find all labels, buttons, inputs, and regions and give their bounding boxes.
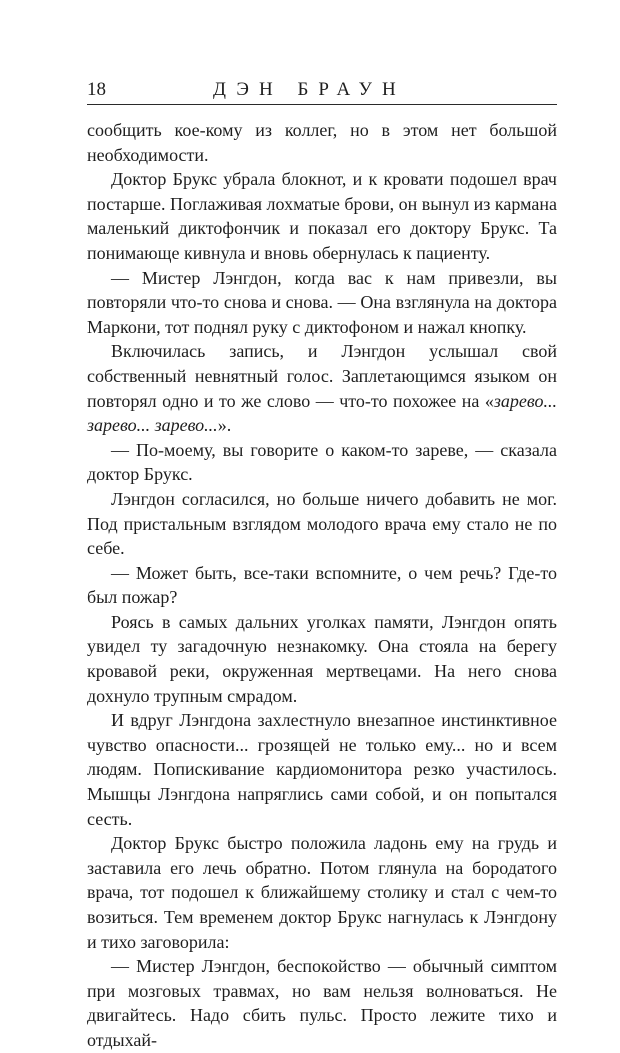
paragraph: Роясь в самых дальних уголках памяти, Лэнгдон опять увидел ту загадочную незнакомку. Она стояла на берегу кровавой реки, окруженная мертвецами. На него снова дохнуло трупным смрадом. (87, 611, 557, 706)
page-number: 18 (87, 79, 106, 100)
page-header (87, 78, 557, 105)
paragraph: — Может быть, все-таки вспомните, о чем речь? Где-то был пожар? (87, 562, 557, 608)
running-head-author: ДЭН БРАУН (213, 79, 406, 100)
paragraph-text: ». (217, 415, 232, 436)
paragraph: — Мистер Лэнгдон, беспокойство — обычный симптом при мозговых травмах, но вам нельзя волноваться. Не двигайтесь. Надо сбить пульс. Просто лежите тихо и отдыхай- (87, 956, 557, 1050)
body-text (87, 118, 557, 1053)
paragraph-text: Включилась запись, и Лэнгдон услышал свой собственный невнятный голос. Заплетающимся языком он повторял одно и то же слово — что-то похожее на « (87, 341, 557, 411)
paragraph: Лэнгдон согласился, но больше ничего добавить не мог. Под пристальным взглядом молодого врача ему стало не по себе. (87, 488, 557, 559)
paragraph: Доктор Брукс быстро положила ладонь ему на грудь и заставила его лечь обратно. Потом глянула на бородатого врача, тот подошел к ближайшему столику и стал с чем-то возиться. Тем временем доктор Брукс нагнулась к Лэнгдону и тихо заговорила: (87, 833, 557, 952)
paragraph: Доктор Брукс убрала блокнот, и к кровати подошел врач постарше. Поглаживая лохматые брови, он вынул из кармана маленький диктофончик и показал его доктору Брукс. Та понимающе кивнула и вновь обернулась к пациенту. (87, 169, 557, 263)
paragraph: — По-моему, вы говорите о каком-то зареве, — сказала доктор Брукс. (87, 439, 557, 485)
book-page (87, 78, 557, 1053)
paragraph (87, 339, 557, 437)
paragraph: И вдруг Лэнгдона захлестнуло внезапное инстинктивное чувство опасности... грозящей не только ему... но и всем людям. Попискивание кардиомонитора резко участилось. Мышцы Лэнгдона напряглись сами собой, и он попытался сесть. (87, 710, 557, 829)
italic-quote: зарево... зарево... зарево... (87, 390, 557, 436)
paragraph: — Мистер Лэнгдон, когда вас к нам привезли, вы повторяли что-то снова и снова. — Она взглянула на доктора Маркони, тот поднял руку с диктофоном и нажал кнопку. (87, 267, 557, 337)
paragraph: сообщить кое-кому из коллег, но в этом нет большой необходимости. (87, 120, 557, 165)
